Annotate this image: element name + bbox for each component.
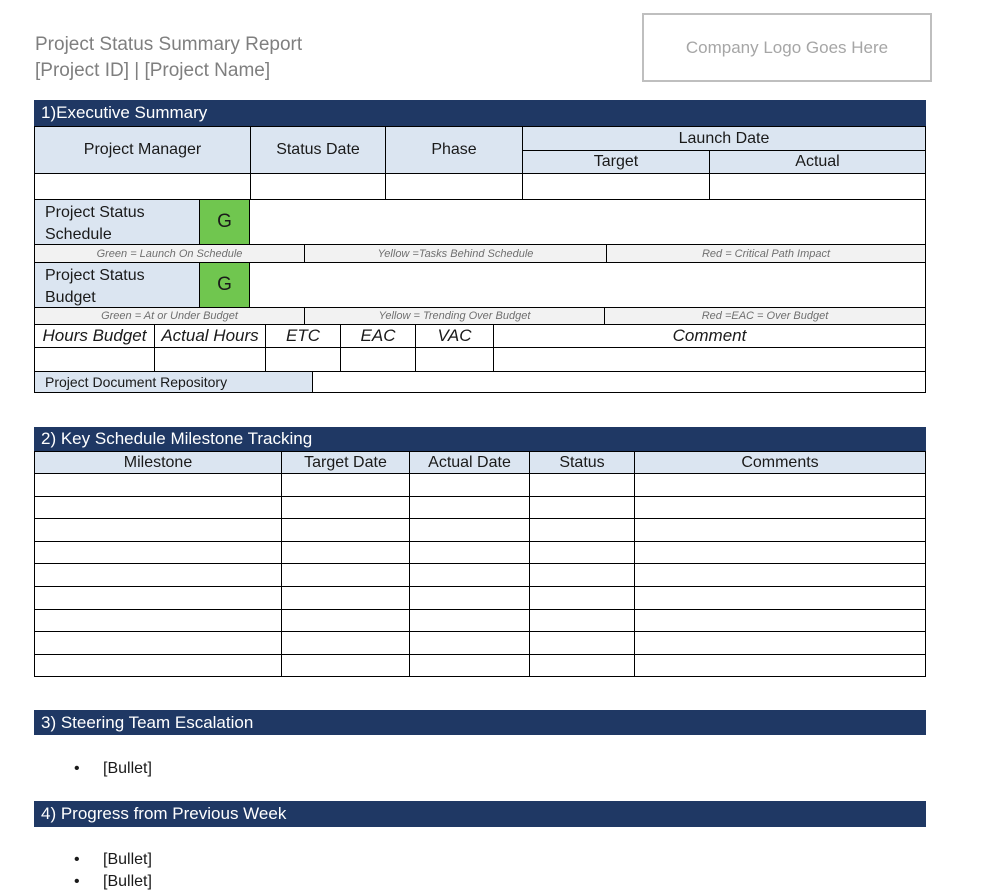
project-manager-field[interactable] [34,173,251,200]
actual-date-cell[interactable] [409,563,530,587]
col-vac: VAC [415,324,494,348]
target-date-cell[interactable] [281,586,410,610]
col-hours-budget: Hours Budget [34,324,155,348]
status-cell[interactable] [529,473,635,497]
budget-legend-red: Red =EAC = Over Budget [604,307,926,325]
list-item[interactable]: • [Bullet] [74,871,152,893]
status-cell[interactable] [529,541,635,565]
section-steering-escalation: 3) Steering Team Escalation [34,710,926,735]
col-actual-hours: Actual Hours [154,324,266,348]
comments-cell[interactable] [634,654,926,678]
budget-legend-green: Green = At or Under Budget [34,307,305,325]
schedule-legend-red: Red = Critical Path Impact [606,244,926,263]
hours-budget-field[interactable] [34,347,155,372]
etc-field[interactable] [265,347,341,372]
target-date-cell[interactable] [281,473,410,497]
repository-label: Project Document Repository [34,371,313,393]
budget-status-label: Project Status Budget [34,262,200,308]
milestone-cell[interactable] [34,609,282,633]
escalation-bullet-list [74,758,152,780]
actual-date-cell[interactable] [409,473,530,497]
vac-field[interactable] [415,347,494,372]
col-milestone: Milestone [34,451,282,474]
budget-legend-yellow: Yellow = Trending Over Budget [304,307,605,325]
status-cell[interactable] [529,631,635,655]
actual-date-cell[interactable] [409,496,530,520]
col-launch-date: Launch Date [522,126,926,151]
comments-cell[interactable] [634,563,926,587]
col-actual-date: Actual Date [409,451,530,474]
phase-field[interactable] [385,173,523,200]
col-phase: Phase [385,126,523,174]
col-project-manager: Project Manager [34,126,251,174]
section-milestone-tracking: 2) Key Schedule Milestone Tracking [34,427,926,451]
target-date-field[interactable] [522,173,710,200]
report-title: Project Status Summary Report [35,34,303,55]
target-date-cell[interactable] [281,563,410,587]
col-status-date: Status Date [250,126,386,174]
comments-cell[interactable] [634,473,926,497]
schedule-status-label: Project Status Schedule [34,199,200,245]
comments-cell[interactable] [634,518,926,542]
target-date-cell[interactable] [281,654,410,678]
milestone-cell[interactable] [34,541,282,565]
actual-date-cell[interactable] [409,631,530,655]
milestone-table [34,451,926,677]
budget-notes-field[interactable] [249,262,926,308]
col-actual: Actual [709,150,926,174]
target-date-cell[interactable] [281,518,410,542]
schedule-legend-yellow: Yellow =Tasks Behind Schedule [304,244,607,263]
comments-cell[interactable] [634,609,926,633]
status-cell[interactable] [529,563,635,587]
status-cell[interactable] [529,586,635,610]
repository-link-field[interactable] [312,371,926,393]
status-cell[interactable] [529,518,635,542]
col-target-date: Target Date [281,451,410,474]
milestone-cell[interactable] [34,496,282,520]
actual-date-cell[interactable] [409,518,530,542]
col-target: Target [522,150,710,174]
status-cell[interactable] [529,496,635,520]
section-progress-previous-week: 4) Progress from Previous Week [34,801,926,827]
col-etc: ETC [265,324,341,348]
milestone-cell[interactable] [34,631,282,655]
col-comment: Comment [493,324,926,348]
milestone-cell[interactable] [34,563,282,587]
status-date-field[interactable] [250,173,386,200]
comments-cell[interactable] [634,541,926,565]
milestone-cell[interactable] [34,586,282,610]
col-status: Status [529,451,635,474]
status-cell[interactable] [529,609,635,633]
comments-cell[interactable] [634,631,926,655]
col-eac: EAC [340,324,416,348]
target-date-cell[interactable] [281,496,410,520]
actual-hours-field[interactable] [154,347,266,372]
actual-date-field[interactable] [709,173,926,200]
company-logo-placeholder: Company Logo Goes Here [642,13,932,82]
target-date-cell[interactable] [281,631,410,655]
actual-date-cell[interactable] [409,609,530,633]
status-cell[interactable] [529,654,635,678]
actual-date-cell[interactable] [409,541,530,565]
target-date-cell[interactable] [281,609,410,633]
list-item[interactable]: • [Bullet] [74,758,152,780]
budget-rag-indicator[interactable]: G [199,262,250,308]
progress-bullet-list [74,849,152,893]
actual-date-cell[interactable] [409,654,530,678]
report-header [35,32,302,84]
list-item[interactable]: • [Bullet] [74,849,152,871]
section-executive-summary: 1)Executive Summary [34,100,926,126]
target-date-cell[interactable] [281,541,410,565]
schedule-rag-indicator[interactable]: G [199,199,250,245]
milestone-cell[interactable] [34,473,282,497]
eac-field[interactable] [340,347,416,372]
schedule-legend-green: Green = Launch On Schedule [34,244,305,263]
col-comments: Comments [634,451,926,474]
comments-cell[interactable] [634,586,926,610]
project-id-name: [Project ID] | [Project Name] [35,60,271,81]
comment-field[interactable] [493,347,926,372]
comments-cell[interactable] [634,496,926,520]
milestone-cell[interactable] [34,654,282,678]
schedule-notes-field[interactable] [249,199,926,245]
actual-date-cell[interactable] [409,586,530,610]
milestone-cell[interactable] [34,518,282,542]
executive-summary-table [34,126,926,393]
